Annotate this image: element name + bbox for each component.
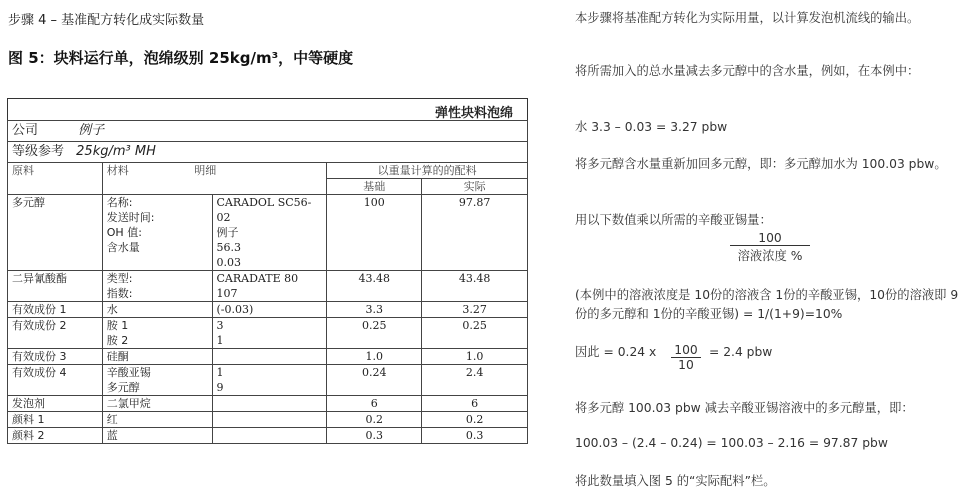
detail-item [217,412,323,427]
paragraph-6: (本例中的溶液浓度是 10份的溶液含 1份的辛酸亚锡，10份的溶液即 9份的多元醇和 1份的辛酸亚锡) = 1/(1+9)=10% [575,288,959,321]
actual-value-cell: 1.0 [422,349,528,365]
fraction-2-denominator: 10 [671,357,701,372]
detail-item: CARADATE 80 [216,272,299,285]
grade-row [8,142,528,163]
base-value-cell: 100 [327,195,422,271]
raw-material-cell: 发泡剂 [8,396,103,412]
run-sheet [7,98,528,500]
fraction-1-numerator: 100 [758,231,782,245]
company-value: 例子 [78,123,105,138]
detail-cell [212,365,327,396]
paragraph-10: 将此数量填入图 5 的“实际配料”栏。 [575,474,776,488]
material-item: 胺 2 [106,334,129,347]
material-item: 类型: [106,272,133,285]
company-row [8,121,528,142]
paragraph-1: 本步骤将基准配方转化为实际用量，以计算发泡机流线的输出。 [575,11,920,25]
material-item: 蓝 [106,429,118,442]
actual-value-cell: 2.4 [422,365,528,396]
detail-cell [212,302,327,318]
material-item: 多元醇 [106,381,140,394]
paragraph-7-result [709,343,772,362]
actual-value-cell: 0.2 [422,412,528,428]
base-value-cell: 0.24 [327,365,422,396]
table-row [8,428,528,444]
table-row [8,318,528,349]
actual-value-cell: 3.27 [422,302,528,318]
material-item: 二氯甲烷 [106,397,151,410]
col-actual: 实际 [422,179,528,195]
material-cell [102,271,212,302]
detail-item: 例子 [216,226,239,239]
col-material: 材料 [106,164,129,177]
detail-cell [212,195,327,271]
detail-item [217,396,323,411]
raw-material-cell: 有效成份 1 [8,302,103,318]
material-item: 辛酸亚锡 [106,366,151,379]
detail-item: 1 [216,334,224,347]
detail-cell [212,349,327,365]
raw-material-cell: 多元醇 [8,195,103,271]
detail-item: CARADOL SC56-02 [216,196,312,224]
table-row [8,396,528,412]
material-cell [102,365,212,396]
actual-value-cell: 43.48 [422,271,528,302]
actual-value-cell: 97.87 [422,195,528,271]
material-item: 名称: [106,196,133,209]
detail-item: (-0.03) [216,303,254,316]
actual-value-cell: 0.3 [422,428,528,444]
paragraph-7 [575,343,656,362]
col-material-detail [102,163,327,195]
detail-item: 9 [216,381,224,394]
material-cell [102,302,212,318]
paragraph-3: 水 3.3 – 0.03 = 3.27 pbw [575,120,728,134]
grade-label: 等级参考 [12,144,65,159]
detail-cell [212,271,327,302]
table-row [8,412,528,428]
raw-material-cell: 有效成份 3 [8,349,103,365]
material-item: 含水量 [106,241,140,254]
material-item: 胺 1 [106,319,129,332]
detail-item [217,428,323,443]
material-cell [102,396,212,412]
paragraph-8: 将多元醇 100.03 pbw 减去辛酸亚锡溶液中的多元醇量，即： [575,401,914,415]
detail-item: 1 [216,366,224,379]
fraction-2 [671,343,701,372]
detail-cell [212,318,327,349]
paragraph-7-pre: 因此 = 0.24 x [575,345,657,359]
detail-cell [212,412,327,428]
header-row [8,163,528,179]
table-row [8,302,528,318]
paragraph-7-post: = 2.4 pbw [709,345,773,359]
col-raw: 原料 [8,163,103,195]
raw-material-cell: 二异氰酸酯 [8,271,103,302]
banner-text: 弹性块料泡绵 [434,106,513,121]
raw-material-cell: 颜料 1 [8,412,103,428]
figure-title: 图 5：块料运行单，泡绵级别 25kg/m³，中等硬度 [8,49,354,67]
col-detail: 明细 [194,164,217,177]
base-value-cell: 0.2 [327,412,422,428]
base-value-cell: 3.3 [327,302,422,318]
grade-value: 25kg/m³ MH [76,144,156,159]
table-row [8,349,528,365]
base-value-cell: 0.3 [327,428,422,444]
paragraph-5: 用以下数值乘以所需的辛酸亚锡量： [575,213,772,227]
detail-cell [212,428,327,444]
material-item: OH 值: [106,226,142,239]
col-formula: 以重量计算的的配料 [327,163,528,179]
paragraph-9: 100.03 – (2.4 – 0.24) = 100.03 – 2.16 = 97.87 pbw [575,436,888,450]
right-column [575,0,970,502]
base-value-cell: 6 [327,396,422,412]
material-item: 指数: [106,287,133,300]
detail-item: 56.3 [216,241,241,254]
step-title: 步骤 4 – 基准配方转化成实际数量 [8,13,205,28]
material-item: 红 [106,413,118,426]
paragraph-2: 将所需加入的总水量减去多元醇中的含水量，例如，在本例中： [575,64,920,78]
table-row [8,271,528,302]
base-value-cell: 1.0 [327,349,422,365]
detail-item: 107 [216,287,238,300]
table-body [8,195,528,444]
detail-item [217,349,323,364]
material-cell [102,428,212,444]
col-base: 基础 [327,179,422,195]
raw-material-cell: 有效成份 4 [8,365,103,396]
detail-item: 0.03 [216,256,241,269]
base-value-cell: 43.48 [327,271,422,302]
detail-item: 3 [216,319,224,332]
fraction-1 [730,231,810,264]
raw-material-cell: 有效成份 2 [8,318,103,349]
table-row [8,195,528,271]
fraction-2-numerator: 100 [674,343,698,357]
material-cell [102,412,212,428]
table-row [8,365,528,396]
material-cell [102,318,212,349]
sheet-banner [7,98,528,121]
company-label: 公司 [12,123,39,138]
actual-value-cell: 6 [422,396,528,412]
material-item: 发送时间: [106,211,155,224]
fraction-1-denominator: 溶液浓度 % [730,245,810,264]
detail-cell [212,396,327,412]
material-item: 水 [106,303,118,316]
actual-value-cell: 0.25 [422,318,528,349]
base-value-cell: 0.25 [327,318,422,349]
material-cell [102,195,212,271]
paragraph-4: 将多元醇含水量重新加回多元醇，即：多元醇加水为 100.03 pbw。 [575,157,947,171]
raw-material-cell: 颜料 2 [8,428,103,444]
material-cell [102,349,212,365]
formula-table [7,120,528,444]
material-item: 硅酮 [106,350,129,363]
